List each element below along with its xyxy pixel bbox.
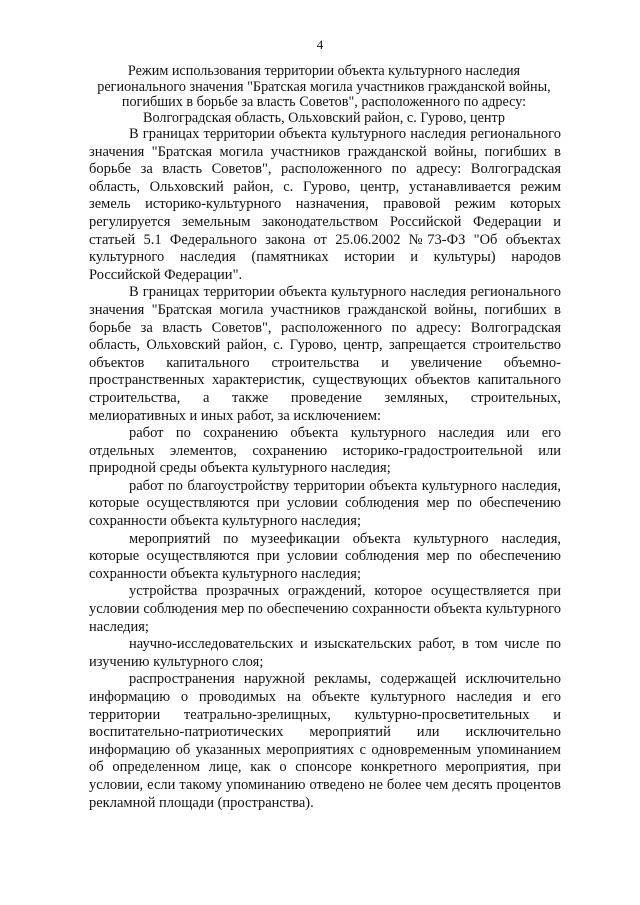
list-item: устройства прозрачных ограждений, которое осуществляется при условии соблюдения мер по обеспечению сохранности объекта культурного наследия;: [89, 583, 561, 635]
paragraph: В границах территории объекта культурного наследия регионального значения "Братская могила участников гражданской войны, погибших в борьбе за власть Советов", расположенного по адресу: Волгоградская область, Ольховский район, с. Гурово, центр, устанавливается режим земель историко-культурного назначения, правовой режим которых регулируется земельным законодательством Российской Федерации и статьей 5.1 Федерального закона от 25.06.2002 №73-ФЗ "Об объектах культурного наследия (памятниках истории и культуры) народов Российской Федерации".: [89, 126, 561, 283]
paragraph: В границах территории объекта культурного наследия регионального значения "Братская могила участников гражданской войны, погибших в борьбе за власть Советов", расположенного по адресу: Волгоградская область, Ольховский район, с. Гурово, центр, запрещается строительство объектов капитального строительства и увеличение объемно-пространственных характеристик, существующих объектов капитального строительства, а также проведение земляных, строительных, мелиоративных и иных работ, за исключением:: [89, 284, 561, 424]
document-title: Режим использования территории объекта культурного наследия регионального значения "Братская могила участников гражданской войны, погибших в борьбе за власть Советов", расположенного по адресу: Волгоградская область, Ольховский район, с. Гурово, центр: [97, 63, 551, 126]
list-item: мероприятий по музеефикации объекта культурного наследия, которые осуществляются при условии соблюдения мер по обеспечению сохранности объекта культурного наследия;: [89, 530, 561, 582]
list-item: работ по благоустройству территории объекта культурного наследия, которые осуществляются при условии соблюдения мер по обеспечению сохранности объекта культурного наследия;: [89, 477, 561, 530]
document-body: [89, 126, 561, 812]
list-item: распространения наружной рекламы, содержащей исключительно информацию о проводимых на объекте культурного наследия и его территории театрально-зрелищных, культурно-просветительных и воспитательно-патриотических мероприятий или исключительно информацию об указанных мероприятиях с одновременным упоминанием об определенном лице, как о спонсоре конкретного мероприятия, при условии, если такому упоминанию отведено не более чем десять процентов рекламной площади (пространства).: [89, 671, 561, 811]
list-item: научно-исследовательских и изыскательских работ, в том числе по изучению культурного слоя;: [89, 636, 561, 670]
list-item: работ по сохранению объекта культурного наследия или его отдельных элементов, сохранению историко-градостроительной или природной среды объекта культурного наследия;: [89, 425, 561, 477]
page-number: 4: [316, 37, 324, 52]
